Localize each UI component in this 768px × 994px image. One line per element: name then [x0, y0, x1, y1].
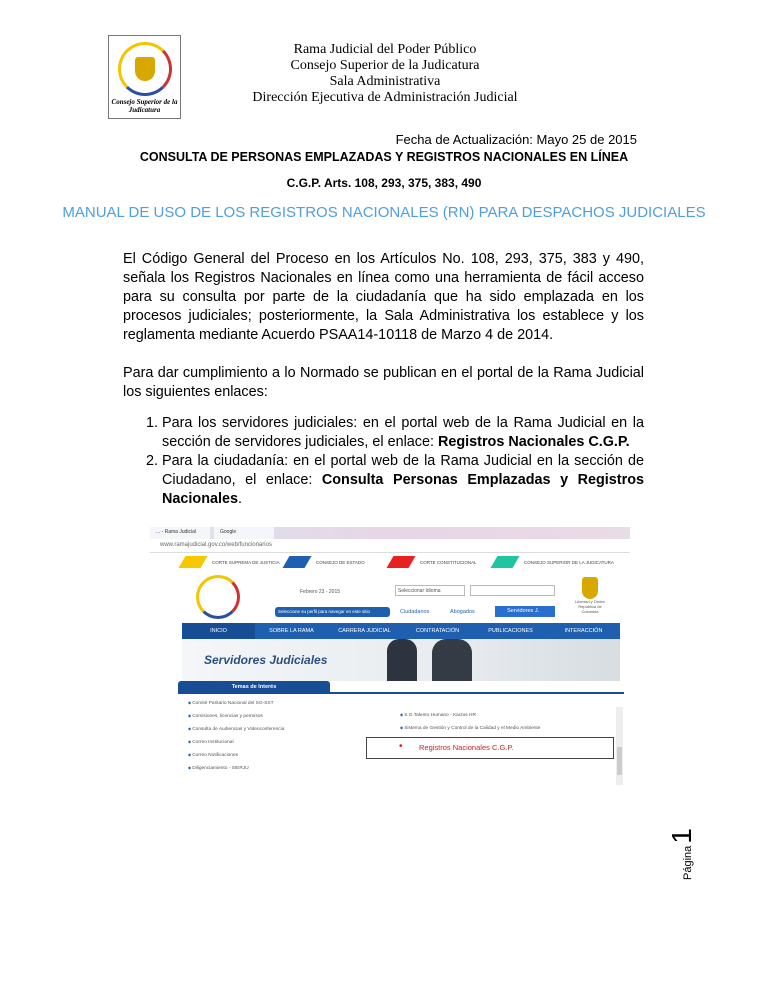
portal-screenshot [150, 527, 630, 785]
servidores-banner: Servidores Judiciales [182, 639, 620, 681]
consejo-superior-logo: Consejo Superior de la Judicatura [108, 35, 181, 119]
profile-servidores: Servidores J. [495, 606, 555, 617]
temas-tab: Temas de Interés [178, 681, 330, 693]
header-line: Sala Administrativa [329, 74, 441, 89]
document-body [123, 250, 644, 785]
search-input [470, 585, 555, 596]
page-number: Página 1 [666, 828, 697, 880]
links-paragraph: Para dar cumplimiento a lo Normado se publican en el portal de la Rama Judicial los siguientes enlaces: [123, 365, 644, 400]
link-name: Consulta Personas Emplazadas y Registros Nacionales [162, 472, 644, 507]
court-link: CORTE SUPREMA DE JUSTICIA [182, 555, 282, 569]
language-select: Seleccionar Idioma [395, 585, 465, 596]
update-date: Fecha de Actualización: Mayo 25 de 2015 [395, 132, 637, 147]
header-line: Dirección Ejecutiva de Administración Judicial [252, 90, 518, 105]
list-item: 2. Para la ciudadanía: en el portal web de la Rama Judicial en la sección de Ciudadano, el enlace: Consulta Personas Emplazadas y Registros Nacionales. [162, 452, 644, 509]
profile-prompt: Seleccione su perfil para navegar en este sitio [275, 607, 390, 617]
link-name: Registros Nacionales C.G.P. [437, 434, 630, 450]
profile-ciudadanos: Ciudadanos [400, 609, 430, 615]
intro-paragraph: El Código General del Proceso en los Artículos No. 108, 293, 375, 383 y 490, señala los Registros Nacionales en línea como una herramienta de fácil acceso para su consulta por parte de la ciudadanía que ha sido emplazada en los procesos judiciales; posteriormente, la Sala Administrativa los establece y los reglamenta mediante Acuerdo PSAA14-10118 de Marzo 4 de 2014. [123, 251, 644, 343]
rama-judicial-seal [196, 575, 240, 619]
institution-header [200, 42, 570, 106]
left-links: ◆ Comité Paritario Nacional del SG-SST ◆ Comisiones, licencias y permisos ◆ Consulta de Audiencias y Videoconferencia ◆ Correo Institucional ◆ Correo Notificaciones ◆ Diligenciamiento - SIERJU [188, 697, 284, 775]
header-line: Rama Judicial del Poder Público [293, 42, 477, 57]
address-bar: www.ramajudicial.gov.co/web/funcionarios [150, 539, 630, 553]
scrollbar [616, 707, 623, 785]
document-title: CONSULTA DE PERSONAS EMPLAZADAS Y REGISTROS NACIONALES EN LÍNEA [139, 150, 629, 164]
articles-subtitle: C.G.P. Arts. 108, 293, 375, 383, 490 [286, 176, 482, 190]
portal-date: Febrero 23 - 2015 [300, 589, 341, 595]
right-links: ◆ S.G.Talento Humano - Kactus HR ◆ Sistema de Gestión y Control de la Calidad y el Medio Ambiente [400, 709, 540, 735]
court-link: CORTE CONSTITUCIONAL [390, 555, 490, 569]
profile-abogados: Abogados [450, 609, 475, 615]
header-line: Consejo Superior de la Judicatura [290, 58, 480, 73]
portal-nav: INICIO SOBRE LA RAMA CARRERA JUDICIAL CONTRATACIÓN PUBLICACIONES INTERACCIÓN [182, 623, 620, 639]
court-link: CONSEJO SUPERIOR DE LA JUDICATURA [494, 555, 624, 569]
registros-nacionales-highlight: • Registros Nacionales C.G.P. [366, 737, 614, 759]
list-item: 1. Para los servidores judiciales: en el portal web de la Rama Judicial en la sección de servidores judiciales, el enlace: Registros Nacionales C.G.P. [162, 414, 644, 452]
browser-tab: Google [214, 527, 274, 539]
browser-tab: ... - Rama Judicial [150, 527, 210, 539]
colombia-coat-of-arms: Libertad y Orden República de Colombia [570, 577, 610, 614]
links-list [140, 414, 644, 509]
court-link: CONSEJO DE ESTADO [286, 555, 386, 569]
manual-heading: MANUAL DE USO DE LOS REGISTROS NACIONALES (RN) PARA DESPACHOS JUDICIALES [62, 204, 706, 221]
